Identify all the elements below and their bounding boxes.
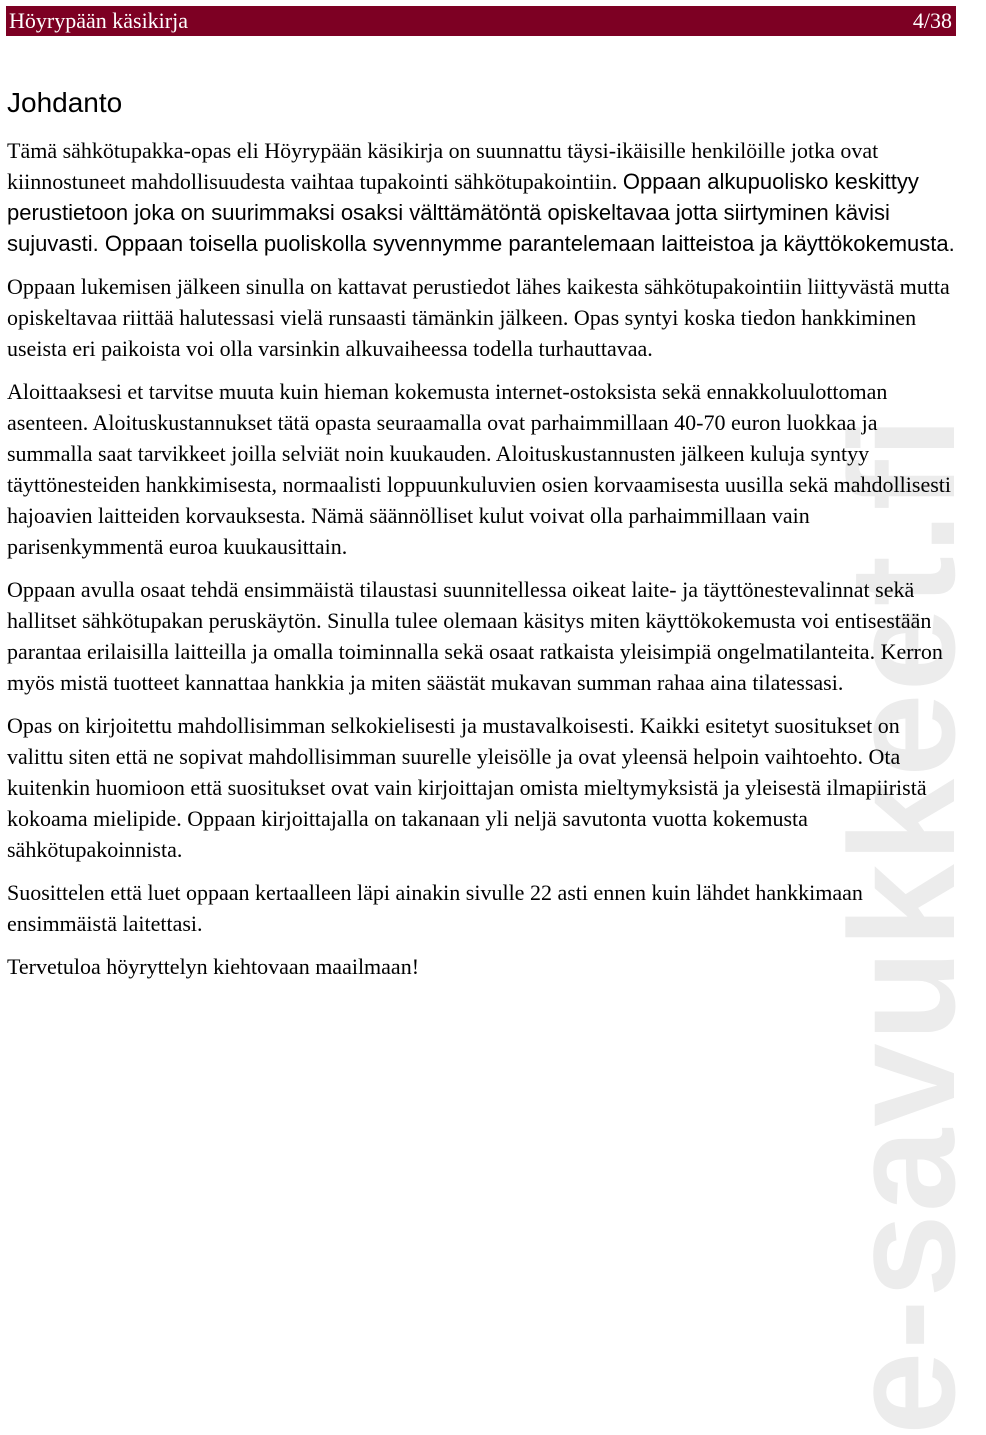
paragraph-disclaimer: Opas on kirjoitettu mahdollisimman selkokielisesti ja mustavalkoisesti. Kaikki esitetyt suositukset on valittu siten että ne sopivat mahdollisimman suurelle yleisölle ja ovat yleensä helpoin vaihtoehto. Ota kuitenkin huomioon että suositukset ovat vain kirjoittajan omista mieltymyksistä ja yleisestä ilmapiiristä kokoama mielipide. Oppaan kirjoittajalla on takanaan yli neljä savutonta vuotta kokemusta sähkötupakoinnista.: [7, 713, 927, 862]
paragraph-guide-benefits: Oppaan avulla osaat tehdä ensimmäistä tilaustasi suunnitellessa oikeat laite- ja täyttönestevalinnat sekä hallitset sähkötupakan peruskäytön. Sinulla tulee olemaan käsitys miten käyttökokemusta voi entisestään parantaa erilaisilla laitteilla ja omalla toiminnalla sekä osaat ratkaista yleisimpiä ongelmatilanteita. Kerron myös mistä tuotteet kannattaa hankkia ja miten säästät mukavan summan rahaa aina tilatessasi.: [7, 577, 943, 695]
page-number: 4/38: [912, 8, 952, 33]
paragraph-welcome: Tervetuloa höyryttelyn kiehtovaan maailmaan!: [7, 954, 420, 979]
document-title: Höyrypään käsikirja: [9, 8, 188, 33]
watermark-text: e-savukkeet.fi: [818, 414, 986, 1435]
paragraph-basics: Oppaan lukemisen jälkeen sinulla on kattavat perustiedot lähes kaikesta sähkötupakointiin liittyvästä mutta opiskeltavaa riittää halutessasi vielä runsaasti tämänkin jälkeen. Opas syntyi koska tiedon hankkiminen useista eri paikoista voi olla varsinkin alkuvaiheessa todella turhauttavaa.: [7, 274, 950, 361]
running-header: [6, 6, 956, 36]
paragraph-intro-serif: Tämä sähkötupakka-opas eli Höyrypään käsikirja on suunnattu täysi-ikäisille henkilöille jotka ovat kiinnostuneet mahdollisuudesta vaihtaa tupakointi sähkötupakointiin.: [7, 138, 879, 194]
paragraph-recommendation: Suosittelen että luet oppaan kertaalleen läpi ainakin sivulle 22 asti ennen kuin lähdet hankkimaan ensimmäistä laitettasi.: [7, 880, 863, 936]
paragraph-intro: [7, 135, 955, 259]
paragraph-costs: Aloittaaksesi et tarvitse muuta kuin hieman kokemusta internet-ostoksista sekä ennakkoluulottoman asenteen. Aloituskustannukset tätä opasta seuraamalla ovat parhaimmillaan 40-70 euron luokkaa ja summalla saat tarvikkeet joilla selviät noin kuukauden. Aloituskustannusten jälkeen kuluja syntyy täyttönesteiden hankkimisesta, normaalisti loppuunkuluvien osien korvaamisesta uusilla sekä mahdollisesti hajoavien laitteiden korvauksesta. Nämä säännölliset kulut voivat olla parhaimmillaan vain parisenkymmentä euroa kuukausittain.: [7, 379, 951, 559]
page-body: [7, 86, 955, 994]
paragraph-intro-sans: Oppaan alkupuolisko keskittyy perustietoon joka on suurimmaksi osaksi välttämätöntä opiskeltavaa jotta siirtyminen kävisi sujuvasti. Oppaan toisella puoliskolla syvennymme parantelemaan laitteistoa ja käyttökokemusta.: [7, 169, 955, 256]
section-heading: Johdanto: [7, 87, 123, 118]
